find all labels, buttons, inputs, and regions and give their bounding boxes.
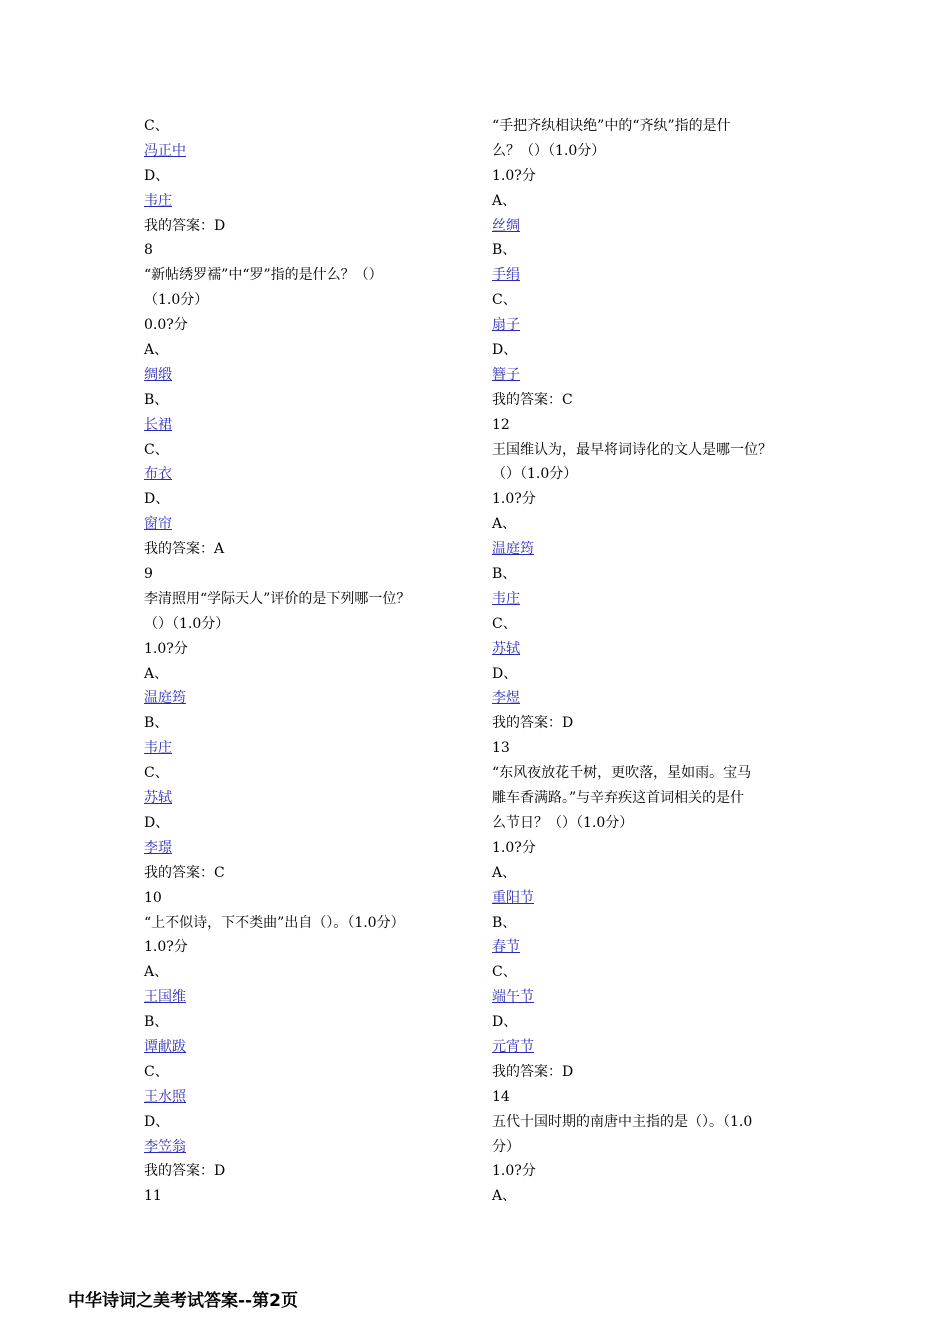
text-line: A、 bbox=[144, 964, 169, 981]
answer-option-link[interactable]: 李煜 bbox=[492, 690, 520, 707]
text-line: 1.0?分 bbox=[492, 1163, 536, 1180]
text-line: 1.0?分 bbox=[492, 167, 536, 184]
answer-option-link[interactable]: 端午节 bbox=[492, 989, 534, 1006]
text-line: C、 bbox=[144, 1063, 169, 1080]
page-footer: 中华诗词之美考试答案--第2页 bbox=[68, 1291, 298, 1311]
answer-option-link[interactable]: 重阳节 bbox=[492, 889, 534, 906]
text-line: “上不似诗，下不类曲”出自（）。（1.0分） bbox=[144, 914, 405, 931]
text-line: B、 bbox=[144, 715, 169, 732]
right-column bbox=[492, 114, 832, 1209]
text-line: D、 bbox=[144, 1113, 170, 1130]
text-line: B、 bbox=[492, 914, 517, 931]
text-line: 我的答案：A bbox=[144, 541, 225, 558]
text-line: “新帖绣罗襦”中“罗”指的是什么？（） bbox=[144, 267, 383, 284]
answer-option-link[interactable]: 李笠翁 bbox=[144, 1138, 186, 1155]
answer-option-link[interactable]: 手绢 bbox=[492, 267, 520, 284]
answer-option-link[interactable]: 绸缎 bbox=[144, 366, 172, 383]
text-line: （）（1.0分） bbox=[144, 615, 230, 632]
answer-option-link[interactable]: 冯正中 bbox=[144, 142, 186, 159]
text-line: D、 bbox=[144, 491, 170, 508]
text-line: 李清照用“学际天人”评价的是下列哪一位？ bbox=[144, 590, 411, 607]
text-line: 10 bbox=[144, 889, 162, 906]
text-line: 1.0?分 bbox=[492, 839, 536, 856]
answer-option-link[interactable]: 窗帘 bbox=[144, 516, 172, 533]
text-line: B、 bbox=[144, 1014, 169, 1031]
answer-option-link[interactable]: 韦庄 bbox=[144, 192, 172, 209]
text-line: 13 bbox=[492, 740, 510, 757]
text-line: C、 bbox=[144, 441, 169, 458]
text-line: 1.0?分 bbox=[492, 491, 536, 508]
text-line: 12 bbox=[492, 416, 510, 433]
answer-option-link[interactable]: 王水照 bbox=[144, 1088, 186, 1105]
answer-option-link[interactable]: 温庭筠 bbox=[144, 690, 186, 707]
text-line: C、 bbox=[144, 765, 169, 782]
answer-option-link[interactable]: 布衣 bbox=[144, 466, 172, 483]
text-line: 么？（）（1.0分） bbox=[492, 142, 606, 159]
answer-option-link[interactable]: 扇子 bbox=[492, 317, 520, 334]
text-line: A、 bbox=[492, 192, 517, 209]
text-line: 0.0?分 bbox=[144, 317, 188, 334]
text-line: D、 bbox=[492, 1014, 518, 1031]
text-line: D、 bbox=[492, 665, 518, 682]
text-line: 五代十国时期的南唐中主指的是（）。（1.0 bbox=[492, 1113, 753, 1130]
text-line: D、 bbox=[492, 342, 518, 359]
answer-option-link[interactable]: 苏轼 bbox=[492, 640, 520, 657]
text-line: 8 bbox=[144, 242, 153, 259]
answer-option-link[interactable]: 李璟 bbox=[144, 839, 172, 856]
text-line: C、 bbox=[144, 118, 169, 134]
text-line: 么节日？（）（1.0分） bbox=[492, 814, 634, 831]
text-line: （）（1.0分） bbox=[492, 466, 578, 483]
answer-option-link[interactable]: 元宵节 bbox=[492, 1038, 534, 1055]
text-line: 11 bbox=[144, 1188, 162, 1205]
text-line: 我的答案：D bbox=[492, 1063, 574, 1080]
answer-option-link[interactable]: 王国维 bbox=[144, 989, 186, 1006]
text-line: 我的答案：C bbox=[492, 391, 573, 408]
text-line: B、 bbox=[144, 391, 169, 408]
text-line: 王国维认为，最早将词诗化的文人是哪一位？ bbox=[492, 441, 772, 458]
text-line: A、 bbox=[492, 1188, 517, 1205]
answer-option-link[interactable]: 韦庄 bbox=[492, 590, 520, 607]
text-line: A、 bbox=[492, 516, 517, 533]
text-line: 我的答案：D bbox=[144, 1163, 226, 1180]
text-line: 我的答案：C bbox=[144, 864, 225, 881]
left-column bbox=[144, 114, 484, 1209]
answer-option-link[interactable]: 春节 bbox=[492, 939, 520, 956]
text-line: 分） bbox=[492, 1138, 520, 1155]
text-line: （1.0分） bbox=[144, 292, 209, 309]
text-line: B、 bbox=[492, 566, 517, 583]
answer-option-link[interactable]: 丝绸 bbox=[492, 217, 520, 234]
text-line: C、 bbox=[492, 964, 517, 981]
text-line: 1.0?分 bbox=[144, 939, 188, 956]
answer-option-link[interactable]: 韦庄 bbox=[144, 740, 172, 757]
text-line: 9 bbox=[144, 566, 153, 583]
text-line: 我的答案：D bbox=[144, 217, 226, 234]
text-line: A、 bbox=[144, 665, 169, 682]
text-line: B、 bbox=[492, 242, 517, 259]
text-line: “手把齐纨相诀绝”中的“齐纨”指的是什 bbox=[492, 118, 731, 134]
answer-option-link[interactable]: 苏轼 bbox=[144, 790, 172, 807]
text-line: C、 bbox=[492, 615, 517, 632]
answer-option-link[interactable]: 温庭筠 bbox=[492, 541, 534, 558]
answer-option-link[interactable]: 簪子 bbox=[492, 366, 520, 383]
text-line: A、 bbox=[492, 864, 517, 881]
text-line: 14 bbox=[492, 1088, 510, 1105]
answer-option-link[interactable]: 谭献跋 bbox=[144, 1038, 186, 1055]
text-line: 1.0?分 bbox=[144, 640, 188, 657]
answer-option-link[interactable]: 长裙 bbox=[144, 416, 172, 433]
text-line: “东风夜放花千树，更吹落，星如雨。宝马 bbox=[492, 765, 752, 782]
text-line: 我的答案：D bbox=[492, 715, 574, 732]
text-line: D、 bbox=[144, 814, 170, 831]
text-line: D、 bbox=[144, 167, 170, 184]
text-line: A、 bbox=[144, 342, 169, 359]
text-line: C、 bbox=[492, 292, 517, 309]
text-line: 雕车香满路。”与辛弃疾这首词相关的是什 bbox=[492, 790, 745, 807]
